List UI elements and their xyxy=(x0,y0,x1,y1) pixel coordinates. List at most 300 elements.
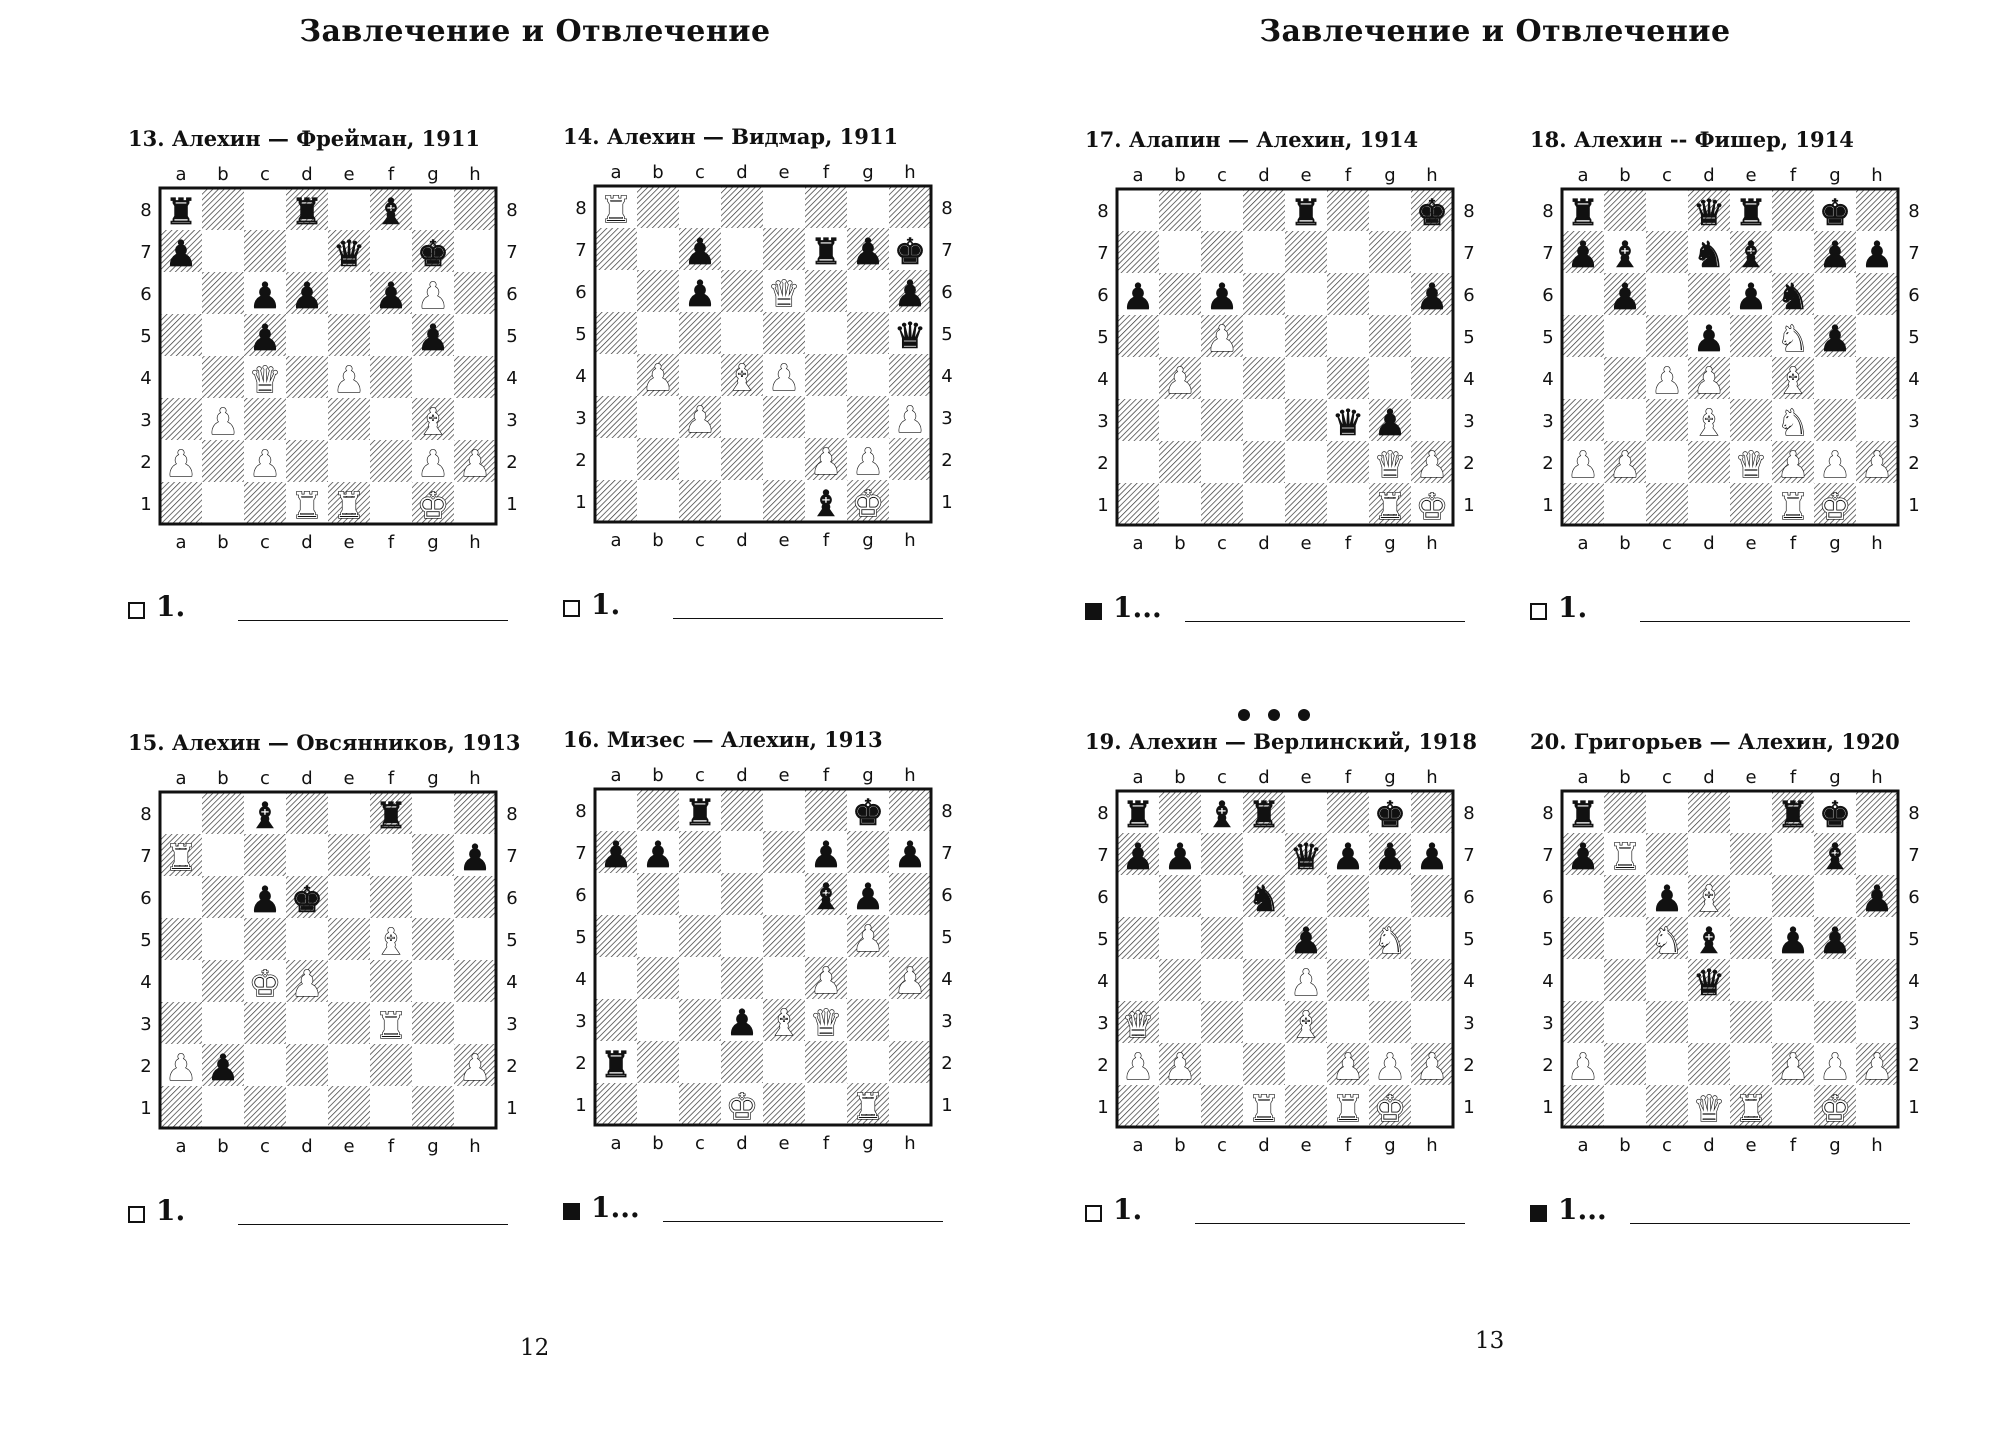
light-square xyxy=(763,1041,805,1083)
answer-line[interactable] xyxy=(1530,589,1910,629)
dark-square xyxy=(370,960,412,1002)
white-pawn-icon: ♟ xyxy=(1415,1047,1449,1088)
white-pawn-icon: ♟ xyxy=(1818,445,1852,486)
white-knight-icon: ♞ xyxy=(1373,921,1407,962)
file-label: b xyxy=(652,767,664,786)
rank-label: 4 xyxy=(941,969,953,990)
dark-square xyxy=(244,230,286,272)
dark-square xyxy=(889,354,931,396)
dark-square xyxy=(1411,791,1453,833)
light-square xyxy=(1117,959,1159,1001)
dark-square xyxy=(1201,1085,1243,1127)
light-square xyxy=(286,314,328,356)
file-label: e xyxy=(343,1136,355,1157)
black-pawn-icon: ♟ xyxy=(1121,277,1155,318)
light-square xyxy=(202,482,244,524)
answer-line[interactable] xyxy=(128,588,508,628)
dark-square xyxy=(286,792,328,834)
white-pawn-icon: ♟ xyxy=(1566,445,1600,486)
light-square xyxy=(160,356,202,398)
white-pawn-icon: ♟ xyxy=(164,1048,198,1089)
board-svg xyxy=(128,166,530,558)
white-king-icon: ♚ xyxy=(725,1087,759,1128)
file-label: e xyxy=(1300,1135,1312,1156)
diagram-19 xyxy=(1085,729,1477,1269)
black-pawn-icon: ♟ xyxy=(1818,921,1852,962)
light-square xyxy=(1369,357,1411,399)
dark-square xyxy=(1730,833,1772,875)
file-label: d xyxy=(1703,769,1715,788)
rank-label: 8 xyxy=(140,200,152,221)
white-pawn-icon: ♟ xyxy=(1373,1047,1407,1088)
file-label: f xyxy=(822,164,830,183)
white-rook-icon: ♜ xyxy=(1247,1089,1281,1130)
dot-icon xyxy=(1238,709,1250,721)
light-square xyxy=(1772,1085,1814,1127)
light-square xyxy=(370,1086,412,1128)
white-pawn-icon: ♟ xyxy=(1860,1047,1894,1088)
black-pawn-icon: ♟ xyxy=(416,318,450,359)
rank-label: 2 xyxy=(941,450,953,471)
black-pawn-icon: ♟ xyxy=(1566,837,1600,878)
file-label: h xyxy=(469,532,481,553)
rank-label: 8 xyxy=(1097,201,1109,222)
dark-square xyxy=(679,999,721,1041)
white-pawn-icon: ♟ xyxy=(1163,361,1197,402)
dark-square xyxy=(1772,189,1814,231)
dark-square xyxy=(1856,959,1898,1001)
dark-square xyxy=(454,356,496,398)
light-square xyxy=(412,960,454,1002)
white-bishop-icon: ♝ xyxy=(374,922,408,963)
rank-label: 2 xyxy=(1908,1055,1920,1076)
file-label: e xyxy=(778,164,790,183)
black-pawn-icon: ♟ xyxy=(1121,837,1155,878)
move-number: 1. xyxy=(156,1194,186,1227)
rank-label: 7 xyxy=(941,240,953,261)
rank-label: 6 xyxy=(1542,887,1554,908)
answer-line[interactable] xyxy=(563,586,943,626)
file-label: d xyxy=(1703,533,1715,554)
dark-square xyxy=(1243,273,1285,315)
dark-square xyxy=(160,1002,202,1044)
rank-label: 4 xyxy=(506,972,518,993)
light-square xyxy=(637,480,679,522)
dark-square xyxy=(328,918,370,960)
rank-label: 5 xyxy=(506,930,518,951)
white-bishop-icon: ♝ xyxy=(725,358,759,399)
black-bishop-icon: ♝ xyxy=(1608,235,1642,276)
dark-square xyxy=(1243,959,1285,1001)
rank-label: 8 xyxy=(1542,201,1554,222)
rank-label: 5 xyxy=(1097,929,1109,950)
light-square xyxy=(1646,1043,1688,1085)
answer-blank[interactable] xyxy=(1185,621,1465,622)
white-rook-icon: ♜ xyxy=(1776,487,1810,528)
light-square xyxy=(721,228,763,270)
dark-square xyxy=(1117,231,1159,273)
light-square xyxy=(370,398,412,440)
light-square xyxy=(1646,273,1688,315)
file-label: h xyxy=(904,1133,916,1154)
dark-square xyxy=(1646,231,1688,273)
file-label: b xyxy=(1174,769,1186,788)
rank-label: 2 xyxy=(1542,453,1554,474)
rank-label: 5 xyxy=(1542,929,1554,950)
white-king-icon: ♚ xyxy=(1818,1089,1852,1130)
light-square xyxy=(1856,315,1898,357)
black-pawn-icon: ♟ xyxy=(1818,319,1852,360)
answer-line[interactable] xyxy=(1085,1191,1465,1231)
light-square xyxy=(1117,441,1159,483)
dark-square xyxy=(160,482,202,524)
dark-square xyxy=(637,270,679,312)
rank-label: 1 xyxy=(1542,495,1554,516)
rank-label: 7 xyxy=(1097,845,1109,866)
dark-square xyxy=(595,228,637,270)
light-square xyxy=(595,873,637,915)
black-pawn-icon: ♟ xyxy=(1415,837,1449,878)
answer-blank[interactable] xyxy=(238,1224,508,1225)
light-square xyxy=(679,438,721,480)
white-pawn-icon: ♟ xyxy=(458,1048,492,1089)
white-pawn-icon: ♟ xyxy=(1163,1047,1197,1088)
light-square xyxy=(1159,917,1201,959)
white-to-move-icon xyxy=(563,600,580,617)
black-rook-icon: ♜ xyxy=(1734,193,1768,234)
light-square xyxy=(1285,791,1327,833)
black-bishop-icon: ♝ xyxy=(374,192,408,233)
answer-blank[interactable] xyxy=(673,618,943,619)
dark-square xyxy=(412,834,454,876)
rank-label: 4 xyxy=(1097,971,1109,992)
dark-square xyxy=(1604,959,1646,1001)
white-to-move-icon xyxy=(1530,603,1547,620)
answer-line[interactable] xyxy=(1530,1191,1910,1231)
white-pawn-icon: ♟ xyxy=(332,360,366,401)
black-to-move-icon xyxy=(1530,1205,1547,1222)
file-label: b xyxy=(1619,769,1631,788)
rank-label: 6 xyxy=(1097,285,1109,306)
dark-square xyxy=(1243,189,1285,231)
light-square xyxy=(1159,399,1201,441)
page-number: 13 xyxy=(1475,1328,1505,1354)
file-label: d xyxy=(301,166,313,185)
move-number: 1. xyxy=(1558,591,1588,624)
file-label: b xyxy=(652,164,664,183)
light-square xyxy=(370,482,412,524)
rank-label: 5 xyxy=(140,326,152,347)
file-label: f xyxy=(1789,769,1797,788)
black-pawn-icon: ♟ xyxy=(248,880,282,921)
answer-line[interactable] xyxy=(128,1192,508,1232)
black-to-move-icon xyxy=(563,1203,580,1220)
file-label: h xyxy=(1871,769,1883,788)
dark-square xyxy=(202,440,244,482)
rank-label: 6 xyxy=(575,885,587,906)
black-pawn-icon: ♟ xyxy=(1692,319,1726,360)
dark-square xyxy=(1285,483,1327,525)
light-square xyxy=(1327,1001,1369,1043)
file-label: d xyxy=(301,1136,313,1157)
diagram-caption: 18. Алехин -- Фишер, 1914 xyxy=(1530,127,1854,152)
black-king-icon: ♚ xyxy=(1818,795,1852,836)
dark-square xyxy=(721,186,763,228)
file-label: f xyxy=(822,1133,830,1154)
file-label: f xyxy=(1789,533,1797,554)
move-number: 1. xyxy=(156,590,186,623)
light-square xyxy=(1285,875,1327,917)
light-square xyxy=(1814,959,1856,1001)
dark-square xyxy=(244,1086,286,1128)
page-heading: Завлечение и Отвлечение xyxy=(299,14,771,49)
rank-label: 2 xyxy=(1097,453,1109,474)
rank-label: 1 xyxy=(140,1098,152,1119)
rank-label: 7 xyxy=(1463,243,1475,264)
rank-label: 7 xyxy=(140,846,152,867)
answer-blank[interactable] xyxy=(1195,1223,1465,1224)
black-pawn-icon: ♟ xyxy=(248,318,282,359)
rank-label: 1 xyxy=(941,1095,953,1116)
black-bishop-icon: ♝ xyxy=(1692,921,1726,962)
dark-square xyxy=(889,1041,931,1083)
rank-label: 8 xyxy=(140,804,152,825)
black-king-icon: ♚ xyxy=(893,232,927,273)
dot-icon xyxy=(1298,709,1310,721)
light-square xyxy=(1730,875,1772,917)
dark-square xyxy=(1285,399,1327,441)
rank-label: 8 xyxy=(1908,803,1920,824)
diagram-16 xyxy=(563,727,953,1267)
file-label: c xyxy=(260,770,270,789)
light-square xyxy=(1243,483,1285,525)
answer-blank[interactable] xyxy=(1640,621,1910,622)
chess-board xyxy=(128,770,518,1170)
file-label: b xyxy=(1619,533,1631,554)
file-label: f xyxy=(1344,1135,1352,1156)
light-square xyxy=(1604,1001,1646,1043)
separator-dots xyxy=(1238,703,1358,727)
light-square xyxy=(637,312,679,354)
rank-label: 3 xyxy=(941,1011,953,1032)
file-label: g xyxy=(1829,533,1841,554)
light-square xyxy=(1688,483,1730,525)
board-svg xyxy=(563,767,965,1159)
white-pawn-icon: ♟ xyxy=(851,442,885,483)
file-label: g xyxy=(862,164,874,183)
rank-label: 1 xyxy=(1097,1097,1109,1118)
light-square xyxy=(454,314,496,356)
file-label: g xyxy=(862,767,874,786)
dark-square xyxy=(679,1083,721,1125)
rank-label: 8 xyxy=(1097,803,1109,824)
dark-square xyxy=(1327,875,1369,917)
dark-square xyxy=(847,396,889,438)
dark-square xyxy=(1688,791,1730,833)
rank-label: 6 xyxy=(506,888,518,909)
dark-square xyxy=(1646,1085,1688,1127)
light-square xyxy=(1772,833,1814,875)
rank-label: 3 xyxy=(1463,411,1475,432)
dark-square xyxy=(412,1002,454,1044)
dark-square xyxy=(637,957,679,999)
rank-label: 4 xyxy=(1097,369,1109,390)
light-square xyxy=(1604,917,1646,959)
light-square xyxy=(1730,791,1772,833)
black-king-icon: ♚ xyxy=(1818,193,1852,234)
rank-label: 4 xyxy=(506,368,518,389)
rank-label: 4 xyxy=(140,368,152,389)
light-square xyxy=(454,1086,496,1128)
light-square xyxy=(1411,917,1453,959)
answer-blank[interactable] xyxy=(1630,1223,1910,1224)
black-pawn-icon: ♟ xyxy=(1734,277,1768,318)
dark-square xyxy=(1201,399,1243,441)
light-square xyxy=(454,482,496,524)
dark-square xyxy=(1730,917,1772,959)
light-square xyxy=(763,789,805,831)
white-pawn-icon: ♟ xyxy=(1205,319,1239,360)
move-number: 1... xyxy=(1558,1193,1607,1226)
file-label: b xyxy=(1174,1135,1186,1156)
rank-label: 6 xyxy=(140,284,152,305)
light-square xyxy=(370,834,412,876)
file-label: f xyxy=(1344,533,1352,554)
black-pawn-icon: ♟ xyxy=(893,835,927,876)
move-number: 1. xyxy=(591,588,621,621)
dark-square xyxy=(328,398,370,440)
light-square xyxy=(595,438,637,480)
white-queen-icon: ♛ xyxy=(809,1003,843,1044)
rank-label: 7 xyxy=(506,242,518,263)
dark-square xyxy=(637,873,679,915)
rank-label: 3 xyxy=(575,408,587,429)
light-square xyxy=(847,1041,889,1083)
black-rook-icon: ♜ xyxy=(1247,795,1281,836)
rank-label: 7 xyxy=(575,843,587,864)
dark-square xyxy=(1646,483,1688,525)
right-page xyxy=(1050,0,2000,1442)
rank-label: 6 xyxy=(1908,887,1920,908)
light-square xyxy=(1646,189,1688,231)
file-label: b xyxy=(1174,533,1186,554)
white-rook-icon: ♜ xyxy=(374,1006,408,1047)
white-queen-icon: ♛ xyxy=(248,360,282,401)
dark-square xyxy=(1604,1043,1646,1085)
file-label: c xyxy=(1662,167,1672,186)
light-square xyxy=(1243,231,1285,273)
diagram-caption: 19. Алехин — Верлинский, 1918 xyxy=(1085,729,1477,754)
light-square xyxy=(1327,231,1369,273)
dark-square xyxy=(763,228,805,270)
rank-label: 2 xyxy=(1097,1055,1109,1076)
file-label: d xyxy=(301,532,313,553)
black-rook-icon: ♜ xyxy=(1566,193,1600,234)
answer-line[interactable] xyxy=(563,1189,943,1229)
diagram-caption: 14. Алехин — Видмар, 1911 xyxy=(563,124,899,149)
rank-label: 1 xyxy=(1463,1097,1475,1118)
light-square xyxy=(595,270,637,312)
white-pawn-icon: ♟ xyxy=(416,276,450,317)
rank-label: 4 xyxy=(140,972,152,993)
black-pawn-icon: ♟ xyxy=(1860,879,1894,920)
rank-label: 7 xyxy=(941,843,953,864)
white-pawn-icon: ♟ xyxy=(1289,963,1323,1004)
white-king-icon: ♚ xyxy=(1818,487,1852,528)
black-pawn-icon: ♟ xyxy=(725,1003,759,1044)
rank-label: 5 xyxy=(941,927,953,948)
dark-square xyxy=(1327,357,1369,399)
dark-square xyxy=(454,188,496,230)
black-pawn-icon: ♟ xyxy=(641,835,675,876)
rank-label: 3 xyxy=(1908,411,1920,432)
file-label: e xyxy=(343,770,355,789)
file-label: e xyxy=(778,1133,790,1154)
move-number: 1... xyxy=(591,1191,640,1224)
rank-label: 6 xyxy=(1542,285,1554,306)
rank-label: 8 xyxy=(575,801,587,822)
black-pawn-icon: ♟ xyxy=(1289,921,1323,962)
rank-label: 3 xyxy=(1463,1013,1475,1034)
file-label: c xyxy=(1217,533,1227,554)
black-queen-icon: ♛ xyxy=(1331,403,1365,444)
black-rook-icon: ♜ xyxy=(374,796,408,837)
chess-board xyxy=(1530,167,1920,567)
light-square xyxy=(1159,231,1201,273)
answer-blank[interactable] xyxy=(663,1221,943,1222)
light-square xyxy=(1201,441,1243,483)
dark-square xyxy=(805,789,847,831)
dark-square xyxy=(1159,273,1201,315)
light-square xyxy=(1411,315,1453,357)
dark-square xyxy=(1730,483,1772,525)
light-square xyxy=(328,792,370,834)
file-label: c xyxy=(1662,533,1672,554)
dark-square xyxy=(1117,917,1159,959)
light-square xyxy=(1201,357,1243,399)
rank-label: 7 xyxy=(1463,845,1475,866)
black-king-icon: ♚ xyxy=(290,880,324,921)
dark-square xyxy=(1159,875,1201,917)
dark-square xyxy=(595,1083,637,1125)
answer-blank[interactable] xyxy=(238,620,508,621)
white-rook-icon: ♜ xyxy=(332,486,366,527)
dark-square xyxy=(202,272,244,314)
rank-label: 6 xyxy=(1463,887,1475,908)
rank-label: 8 xyxy=(1463,803,1475,824)
black-king-icon: ♚ xyxy=(1373,795,1407,836)
black-pawn-icon: ♟ xyxy=(1373,403,1407,444)
white-pawn-icon: ♟ xyxy=(1121,1047,1155,1088)
file-label: d xyxy=(736,767,748,786)
rank-label: 1 xyxy=(1908,495,1920,516)
file-label: h xyxy=(1426,1135,1438,1156)
white-pawn-icon: ♟ xyxy=(1860,445,1894,486)
dark-square xyxy=(637,1041,679,1083)
rank-label: 7 xyxy=(506,846,518,867)
answer-line[interactable] xyxy=(1085,589,1465,629)
file-label: g xyxy=(427,532,439,553)
page-heading: Завлечение и Отвлечение xyxy=(1259,14,1731,49)
white-pawn-icon: ♟ xyxy=(416,444,450,485)
light-square xyxy=(1285,357,1327,399)
chess-board xyxy=(563,164,953,564)
file-label: f xyxy=(822,530,830,551)
rank-label: 1 xyxy=(941,492,953,513)
white-pawn-icon: ♟ xyxy=(1692,361,1726,402)
file-label: f xyxy=(387,770,395,789)
file-label: e xyxy=(343,166,355,185)
